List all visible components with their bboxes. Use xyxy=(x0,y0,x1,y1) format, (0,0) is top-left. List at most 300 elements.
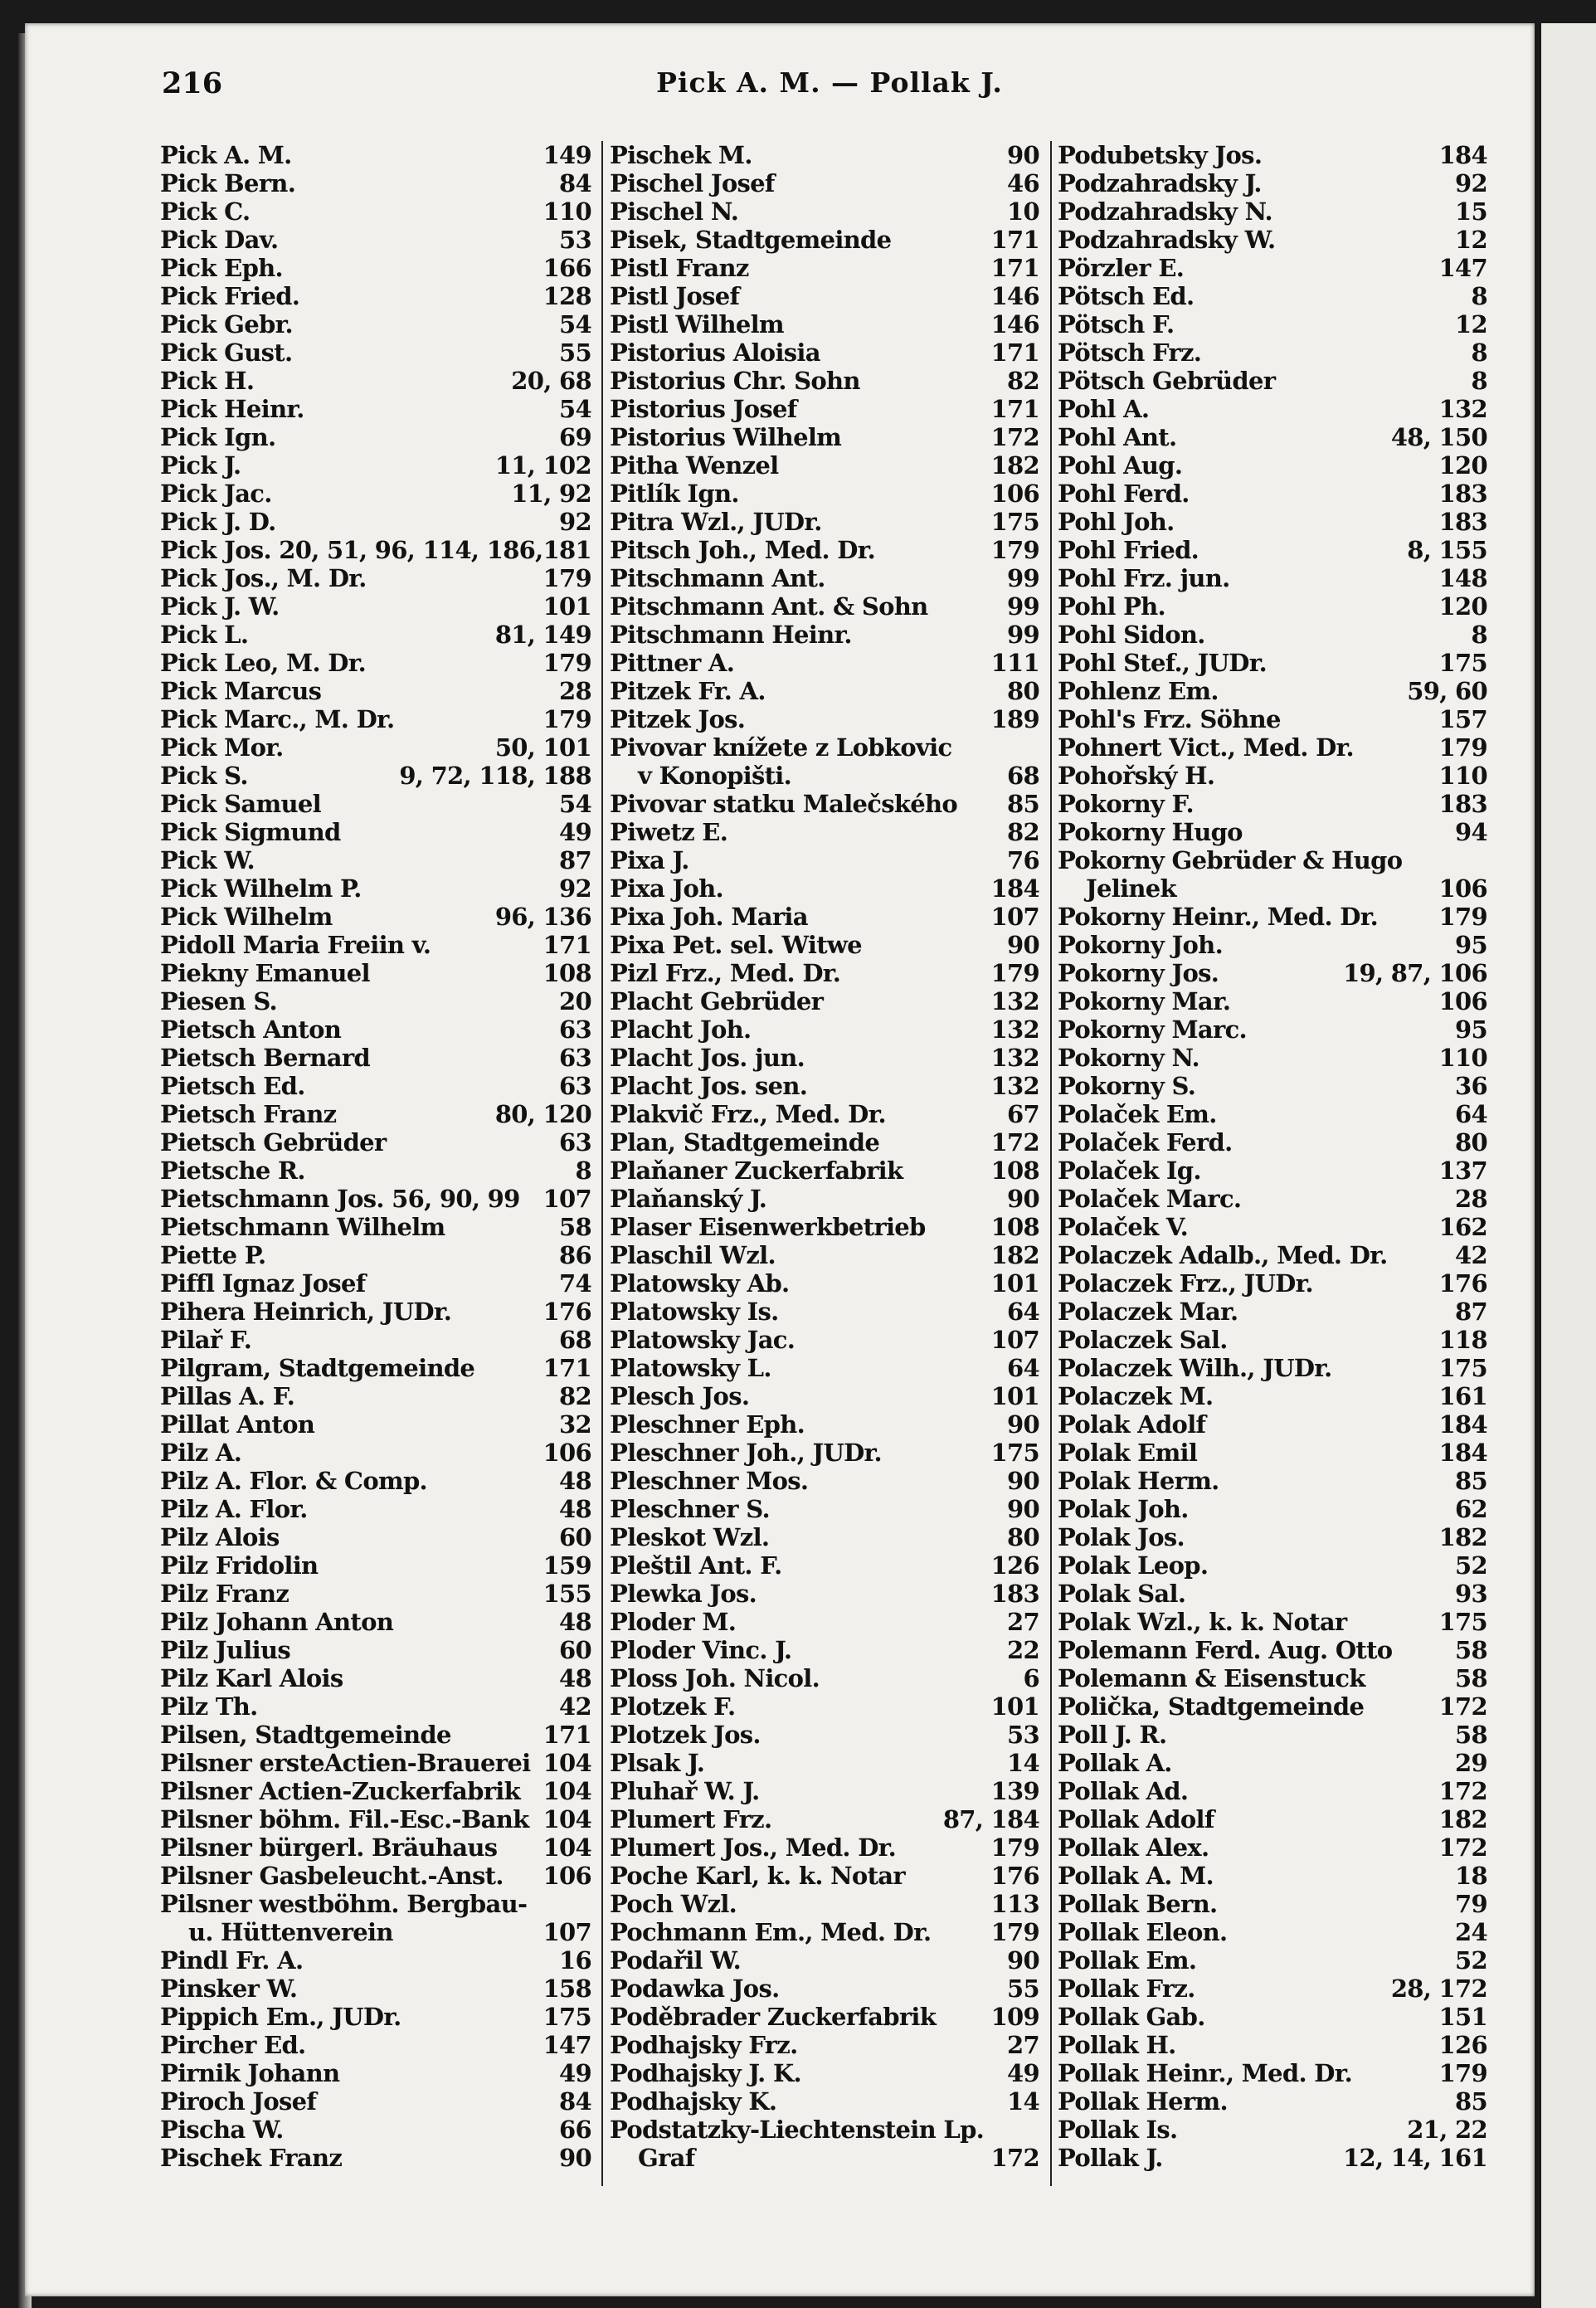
entry-pages: 155 xyxy=(543,1580,591,1608)
index-entry xyxy=(160,1974,593,2003)
index-entry xyxy=(610,2087,1041,2116)
entry-name: v Konopišti. xyxy=(638,762,792,790)
entry-pages: 101 xyxy=(990,1269,1039,1298)
entry-name: Pistorius Aloisia xyxy=(610,338,820,367)
index-entry xyxy=(1058,1551,1489,1580)
entry-pages: 179 xyxy=(990,1918,1039,1946)
index-entry xyxy=(1058,1298,1489,1326)
entry-pages: 184 xyxy=(990,874,1039,903)
entry-pages: 99 xyxy=(1007,592,1039,621)
entry-name: Piffl Ignaz Josef xyxy=(160,1269,366,1298)
entry-name: Pitsch Joh., Med. Dr. xyxy=(610,536,876,564)
index-entry xyxy=(1058,705,1489,733)
entry-name: Placht Gebrüder xyxy=(610,987,824,1015)
entry-pages: 55 xyxy=(559,338,591,367)
index-entry xyxy=(610,451,1041,480)
index-entry xyxy=(160,367,593,395)
entry-name: Pokorny Gebrüder & Hugo xyxy=(1058,846,1403,874)
index-entry xyxy=(610,395,1041,423)
entry-name: Plumert Jos., Med. Dr. xyxy=(610,1833,896,1862)
entry-pages: 104 xyxy=(543,1805,591,1833)
entry-pages: 137 xyxy=(1438,1156,1487,1185)
entry-pages: 118 xyxy=(1438,1326,1487,1354)
entry-name: Pohlenz Em. xyxy=(1058,677,1219,705)
entry-pages: 82 xyxy=(1007,367,1039,395)
index-entry xyxy=(160,1382,593,1410)
index-entry xyxy=(160,705,593,733)
entry-name: Pollak Heinr., Med. Dr. xyxy=(1058,2059,1353,2087)
entry-name: Pitschmann Ant. xyxy=(610,564,825,592)
entry-pages: 19, 87, 106 xyxy=(1343,959,1487,987)
entry-name: Pistorius Josef xyxy=(610,395,797,423)
entry-name: Pircher Ed. xyxy=(160,2031,306,2059)
index-entry xyxy=(160,1664,593,1692)
entry-pages: 49 xyxy=(559,818,591,846)
entry-pages: 85 xyxy=(1007,790,1039,818)
entry-pages: 158 xyxy=(543,1974,591,2003)
index-entry xyxy=(610,987,1041,1015)
index-column-2 xyxy=(610,141,1041,2172)
entry-name: Piroch Josef xyxy=(160,2087,317,2116)
index-entry xyxy=(610,790,1041,818)
entry-name: Pietsch Franz xyxy=(160,1100,337,1128)
entry-name: Pidoll Maria Freiin v. xyxy=(160,931,431,959)
entry-name: Pleschner Eph. xyxy=(610,1410,805,1439)
entry-pages: 90 xyxy=(1007,1467,1039,1495)
entry-pages: 171 xyxy=(990,254,1039,282)
entry-pages: 182 xyxy=(1438,1523,1487,1551)
index-entry xyxy=(160,931,593,959)
entry-pages: 183 xyxy=(1438,480,1487,508)
index-entry xyxy=(160,790,593,818)
entry-name: Pick Gebr. xyxy=(160,310,293,338)
entry-name: Podstatzky-Liechtenstein Lp. xyxy=(610,2116,985,2144)
entry-pages: 82 xyxy=(559,1382,591,1410)
index-entry xyxy=(160,197,593,226)
entry-pages: 101 xyxy=(990,1692,1039,1721)
entry-pages: 28, 172 xyxy=(1390,1974,1487,2003)
entry-name: Pohl Frz. jun. xyxy=(1058,564,1230,592)
entry-pages: 176 xyxy=(990,1862,1039,1890)
page-header xyxy=(162,66,1497,108)
index-entry xyxy=(160,508,593,536)
index-entry xyxy=(1058,677,1489,705)
entry-pages: 171 xyxy=(990,395,1039,423)
entry-name: Polaczek Frz., JUDr. xyxy=(1058,1269,1313,1298)
index-entry xyxy=(1058,197,1489,226)
index-entry xyxy=(1058,282,1489,310)
entry-name: Piwetz E. xyxy=(610,818,728,846)
index-entry xyxy=(160,874,593,903)
index-entry xyxy=(1058,1382,1489,1410)
entry-pages: 84 xyxy=(559,169,591,197)
entry-pages: 179 xyxy=(990,1833,1039,1862)
index-entry xyxy=(1058,1213,1489,1241)
index-entry xyxy=(610,621,1041,649)
entry-pages: 80 xyxy=(1455,1128,1487,1156)
entry-pages: 132 xyxy=(990,1072,1039,1100)
index-entry xyxy=(1058,2116,1489,2144)
entry-name: Poll J. R. xyxy=(1058,1721,1167,1749)
entry-name: Pleschner Joh., JUDr. xyxy=(610,1439,882,1467)
entry-name: Pohl A. xyxy=(1058,395,1150,423)
index-entry xyxy=(1058,2087,1489,2116)
entry-name: Pleschner Mos. xyxy=(610,1467,809,1495)
entry-name: Pörzler E. xyxy=(1058,254,1185,282)
entry-pages: 16 xyxy=(559,1946,591,1974)
entry-pages: 76 xyxy=(1007,846,1039,874)
entry-name: Polaczek Mar. xyxy=(1058,1298,1238,1326)
entry-pages: 172 xyxy=(990,2144,1039,2172)
index-entry xyxy=(160,1298,593,1326)
entry-pages: 28 xyxy=(1455,1185,1487,1213)
index-entry xyxy=(610,846,1041,874)
index-entry xyxy=(160,480,593,508)
entry-pages: 12 xyxy=(1455,226,1487,254)
entry-pages: 106 xyxy=(990,480,1039,508)
entry-name: Pick Eph. xyxy=(160,254,283,282)
entry-pages: 8, 155 xyxy=(1407,536,1487,564)
entry-pages: 146 xyxy=(990,310,1039,338)
entry-pages: 109 xyxy=(990,2003,1039,2031)
index-entry xyxy=(610,1974,1041,2003)
entry-name: Pinsker W. xyxy=(160,1974,298,2003)
index-entry xyxy=(610,1495,1041,1523)
index-entry xyxy=(160,987,593,1015)
entry-name: Pietsch Ed. xyxy=(160,1072,305,1100)
entry-pages: 8 xyxy=(575,1156,591,1185)
entry-pages: 55 xyxy=(1007,1974,1039,2003)
entry-name: Pitschmann Heinr. xyxy=(610,621,852,649)
entry-name: Pilsner böhm. Fil.-Esc.-Bank xyxy=(160,1805,529,1833)
index-entry xyxy=(160,1326,593,1354)
entry-name: Pick A. M. xyxy=(160,141,292,169)
entry-pages: 54 xyxy=(559,790,591,818)
entry-pages: 50, 101 xyxy=(494,733,591,762)
entry-name: Plan, Stadtgemeinde xyxy=(610,1128,880,1156)
entry-name: Pollak Is. xyxy=(1058,2116,1178,2144)
entry-pages: 108 xyxy=(543,959,591,987)
entry-name: Pilz Fridolin xyxy=(160,1551,319,1580)
entry-pages: 8 xyxy=(1471,338,1487,367)
entry-name: Plaňanský J. xyxy=(610,1185,767,1213)
entry-name: Pilz A. Flor. xyxy=(160,1495,308,1523)
index-entry xyxy=(160,2116,593,2144)
entry-pages: 120 xyxy=(1438,451,1487,480)
index-entry xyxy=(610,1439,1041,1467)
entry-name: Piesen S. xyxy=(160,987,277,1015)
index-entry xyxy=(1058,2003,1489,2031)
entry-pages: 101 xyxy=(543,592,591,621)
entry-pages: 84 xyxy=(559,2087,591,2116)
column-rule xyxy=(1050,141,1052,2186)
index-entry xyxy=(1058,1974,1489,2003)
entry-name: Plewka Jos. xyxy=(610,1580,757,1608)
index-entry xyxy=(610,1467,1041,1495)
entry-pages: 147 xyxy=(543,2031,591,2059)
entry-name: Polak Sal. xyxy=(1058,1580,1186,1608)
entry-pages: 22 xyxy=(1007,1636,1039,1664)
entry-pages: 67 xyxy=(1007,1100,1039,1128)
entry-pages: 95 xyxy=(1455,1015,1487,1044)
entry-pages: 58 xyxy=(1455,1664,1487,1692)
index-entry xyxy=(160,1100,593,1128)
entry-name: Pilsner westböhm. Bergbau- xyxy=(160,1890,528,1918)
index-entry xyxy=(160,733,593,762)
entry-name: Pick Marc., M. Dr. xyxy=(160,705,395,733)
index-entry xyxy=(610,1241,1041,1269)
entry-name: Pilař F. xyxy=(160,1326,252,1354)
entry-pages: 58 xyxy=(1455,1721,1487,1749)
index-entry xyxy=(610,141,1041,169)
entry-name: Pischek Franz xyxy=(160,2144,343,2172)
entry-pages: 92 xyxy=(559,508,591,536)
entry-name: Polemann & Eisenstuck xyxy=(1058,1664,1365,1692)
index-entry xyxy=(1058,226,1489,254)
entry-name: Pilz Julius xyxy=(160,1636,290,1664)
entry-pages: 21, 22 xyxy=(1407,2116,1487,2144)
index-entry xyxy=(160,1241,593,1269)
entry-name: Pischa W. xyxy=(160,2116,284,2144)
index-entry xyxy=(160,1636,593,1664)
index-entry xyxy=(1058,2031,1489,2059)
entry-name: Plesch Jos. xyxy=(610,1382,750,1410)
index-entry xyxy=(160,621,593,649)
index-entry xyxy=(1058,1185,1489,1213)
entry-pages: 8 xyxy=(1471,367,1487,395)
entry-pages: 159 xyxy=(543,1551,591,1580)
index-entry xyxy=(160,1523,593,1551)
index-entry xyxy=(160,677,593,705)
index-entry xyxy=(610,1721,1041,1749)
entry-pages: 175 xyxy=(990,508,1039,536)
index-entry xyxy=(610,423,1041,451)
index-entry xyxy=(160,226,593,254)
entry-pages: 80 xyxy=(1007,677,1039,705)
entry-pages: 53 xyxy=(559,226,591,254)
entry-name: Pick Heinr. xyxy=(160,395,304,423)
entry-name: Placht Jos. jun. xyxy=(610,1044,805,1072)
entry-name: Pötsch Ed. xyxy=(1058,282,1195,310)
index-entry xyxy=(1058,1721,1489,1749)
entry-pages: 107 xyxy=(543,1918,591,1946)
entry-name: Polak Emil xyxy=(1058,1439,1198,1467)
entry-name: Pischel N. xyxy=(610,197,739,226)
entry-pages: 48 xyxy=(559,1495,591,1523)
entry-name: Pilz A. xyxy=(160,1439,242,1467)
entry-pages: 161 xyxy=(1438,1382,1487,1410)
entry-pages: 6 xyxy=(1023,1664,1039,1692)
entry-name: Pivovar knížete z Lobkovic xyxy=(610,733,952,762)
entry-name: Pokorny Jos. xyxy=(1058,959,1219,987)
index-entry xyxy=(160,1044,593,1072)
entry-name: Pistorius Wilhelm xyxy=(610,423,842,451)
entry-pages: 10 xyxy=(1007,197,1039,226)
entry-pages: 8 xyxy=(1471,282,1487,310)
entry-pages: 107 xyxy=(990,1326,1039,1354)
index-entry xyxy=(1058,903,1489,931)
index-entry xyxy=(160,1410,593,1439)
index-entry xyxy=(1058,846,1489,874)
entry-pages: 90 xyxy=(1007,1495,1039,1523)
index-entry xyxy=(1058,1439,1489,1467)
index-entry xyxy=(160,141,593,169)
index-entry xyxy=(160,451,593,480)
index-entry xyxy=(1058,1523,1489,1551)
entry-pages: 59, 60 xyxy=(1407,677,1487,705)
entry-pages: 147 xyxy=(1438,254,1487,282)
entry-name: Pick Jos., M. Dr. xyxy=(160,564,367,592)
index-entry xyxy=(160,1551,593,1580)
entry-pages: 108 xyxy=(990,1156,1039,1185)
entry-pages: 58 xyxy=(559,1213,591,1241)
entry-pages: 106 xyxy=(543,1862,591,1890)
index-entry xyxy=(160,1128,593,1156)
entry-name: Polaczek Adalb., Med. Dr. xyxy=(1058,1241,1388,1269)
entry-name: Pixa J. xyxy=(610,846,689,874)
index-entry xyxy=(160,1495,593,1523)
entry-name: Pitlík Ign. xyxy=(610,480,739,508)
entry-pages: 132 xyxy=(990,1015,1039,1044)
entry-name: Plakvič Frz., Med. Dr. xyxy=(610,1100,886,1128)
index-entry xyxy=(160,903,593,931)
entry-pages: 63 xyxy=(559,1128,591,1156)
entry-name: Pilsner bürgerl. Bräuhaus xyxy=(160,1833,498,1862)
entry-name: Pochmann Em., Med. Dr. xyxy=(610,1918,932,1946)
index-entry xyxy=(1058,1777,1489,1805)
entry-pages: 179 xyxy=(543,649,591,677)
index-entry xyxy=(610,1833,1041,1862)
entry-name: Pokorny Marc. xyxy=(1058,1015,1247,1044)
entry-name: Plsak J. xyxy=(610,1749,705,1777)
entry-name: Pietsche R. xyxy=(160,1156,305,1185)
entry-pages: 96, 136 xyxy=(494,903,591,931)
index-entry xyxy=(610,1156,1041,1185)
index-entry xyxy=(160,2144,593,2172)
index-entry xyxy=(1058,1580,1489,1608)
entry-pages: 74 xyxy=(559,1269,591,1298)
index-entry xyxy=(160,1015,593,1044)
entry-name: Polaček Marc. xyxy=(1058,1185,1242,1213)
index-entry xyxy=(610,480,1041,508)
entry-name: Pick Wilhelm P. xyxy=(160,874,362,903)
entry-name: Pick Jos. 20, 51, 96, 114, 186, xyxy=(160,536,543,564)
entry-name: Pohl's Frz. Söhne xyxy=(1058,705,1281,733)
entry-name: Plotzek F. xyxy=(610,1692,736,1721)
index-entry xyxy=(610,1185,1041,1213)
index-entry xyxy=(1058,2059,1489,2087)
entry-name: Polaczek M. xyxy=(1058,1382,1214,1410)
entry-name: Pistorius Chr. Sohn xyxy=(610,367,860,395)
facing-page-edge xyxy=(1541,23,1596,2308)
entry-name: Ploss Joh. Nicol. xyxy=(610,1664,820,1692)
entry-name: Pietschmann Wilhelm xyxy=(160,1213,445,1241)
entry-name: Pohl Aug. xyxy=(1058,451,1183,480)
index-entry xyxy=(160,1439,593,1467)
entry-pages: 110 xyxy=(543,197,591,226)
entry-name: Pilz Th. xyxy=(160,1692,258,1721)
index-entry xyxy=(610,1044,1041,1072)
entry-pages: 87 xyxy=(1455,1298,1487,1326)
index-entry xyxy=(610,1608,1041,1636)
index-entry xyxy=(160,1890,593,1918)
entry-pages: 120 xyxy=(1438,592,1487,621)
entry-name: Pistl Josef xyxy=(610,282,740,310)
entry-pages: 171 xyxy=(543,1354,591,1382)
index-entry xyxy=(1058,1410,1489,1439)
entry-pages: 63 xyxy=(559,1072,591,1100)
entry-name: Pilz Johann Anton xyxy=(160,1608,394,1636)
entry-pages: 87, 184 xyxy=(942,1805,1039,1833)
index-entry xyxy=(1058,480,1489,508)
entry-pages: 175 xyxy=(1438,1608,1487,1636)
entry-pages: 183 xyxy=(1438,790,1487,818)
entry-name: Pötsch Frz. xyxy=(1058,338,1202,367)
entry-name: Pollak Gab. xyxy=(1058,2003,1205,2031)
entry-name: Plaser Eisenwerkbetrieb xyxy=(610,1213,926,1241)
entry-name: Pietschmann Jos. 56, 90, 99 xyxy=(160,1185,520,1213)
entry-pages: 108 xyxy=(990,1213,1039,1241)
index-entry xyxy=(1058,1946,1489,1974)
index-entry xyxy=(610,282,1041,310)
entry-name: Pokorny Joh. xyxy=(1058,931,1223,959)
index-entry xyxy=(610,592,1041,621)
entry-name: Polaček V. xyxy=(1058,1213,1189,1241)
index-entry xyxy=(1058,338,1489,367)
entry-pages: 148 xyxy=(1438,564,1487,592)
entry-name: Pick H. xyxy=(160,367,255,395)
entry-name: Pixa Pet. sel. Witwe xyxy=(610,931,862,959)
index-entry xyxy=(160,1269,593,1298)
entry-pages: 126 xyxy=(1438,2031,1487,2059)
index-entry xyxy=(160,1862,593,1890)
index-entry xyxy=(1058,1326,1489,1354)
index-entry xyxy=(610,226,1041,254)
entry-pages: 18 xyxy=(1455,1862,1487,1890)
index-entry xyxy=(610,1072,1041,1100)
page-number: 216 xyxy=(162,66,223,100)
entry-pages: 90 xyxy=(1007,1185,1039,1213)
entry-name: Pilz Alois xyxy=(160,1523,280,1551)
index-entry xyxy=(1058,1044,1489,1072)
entry-name: Polak Joh. xyxy=(1058,1495,1189,1523)
index-entry xyxy=(610,649,1041,677)
entry-pages: 52 xyxy=(1455,1551,1487,1580)
entry-name: Pohl Fried. xyxy=(1058,536,1199,564)
entry-pages: 175 xyxy=(1438,649,1487,677)
index-entry xyxy=(160,395,593,423)
index-entry xyxy=(160,1833,593,1862)
entry-pages: 107 xyxy=(543,1185,591,1213)
entry-name: Plotzek Jos. xyxy=(610,1721,761,1749)
index-entry xyxy=(160,254,593,282)
entry-name: Pleschner S. xyxy=(610,1495,770,1523)
entry-pages: 179 xyxy=(990,536,1039,564)
index-entry xyxy=(1058,1636,1489,1664)
entry-name: Polak Leop. xyxy=(1058,1551,1209,1580)
entry-name: Poch Wzl. xyxy=(610,1890,737,1918)
index-entry xyxy=(160,310,593,338)
entry-name: Podhajsky K. xyxy=(610,2087,777,2116)
entry-name: Pötsch Gebrüder xyxy=(1058,367,1276,395)
index-entry xyxy=(610,1636,1041,1664)
entry-name: Pleštil Ant. F. xyxy=(610,1551,782,1580)
index-entry xyxy=(1058,141,1489,169)
entry-pages: 32 xyxy=(559,1410,591,1439)
index-entry xyxy=(160,1185,593,1213)
index-entry xyxy=(160,959,593,987)
entry-name: Pollak Bern. xyxy=(1058,1890,1218,1918)
